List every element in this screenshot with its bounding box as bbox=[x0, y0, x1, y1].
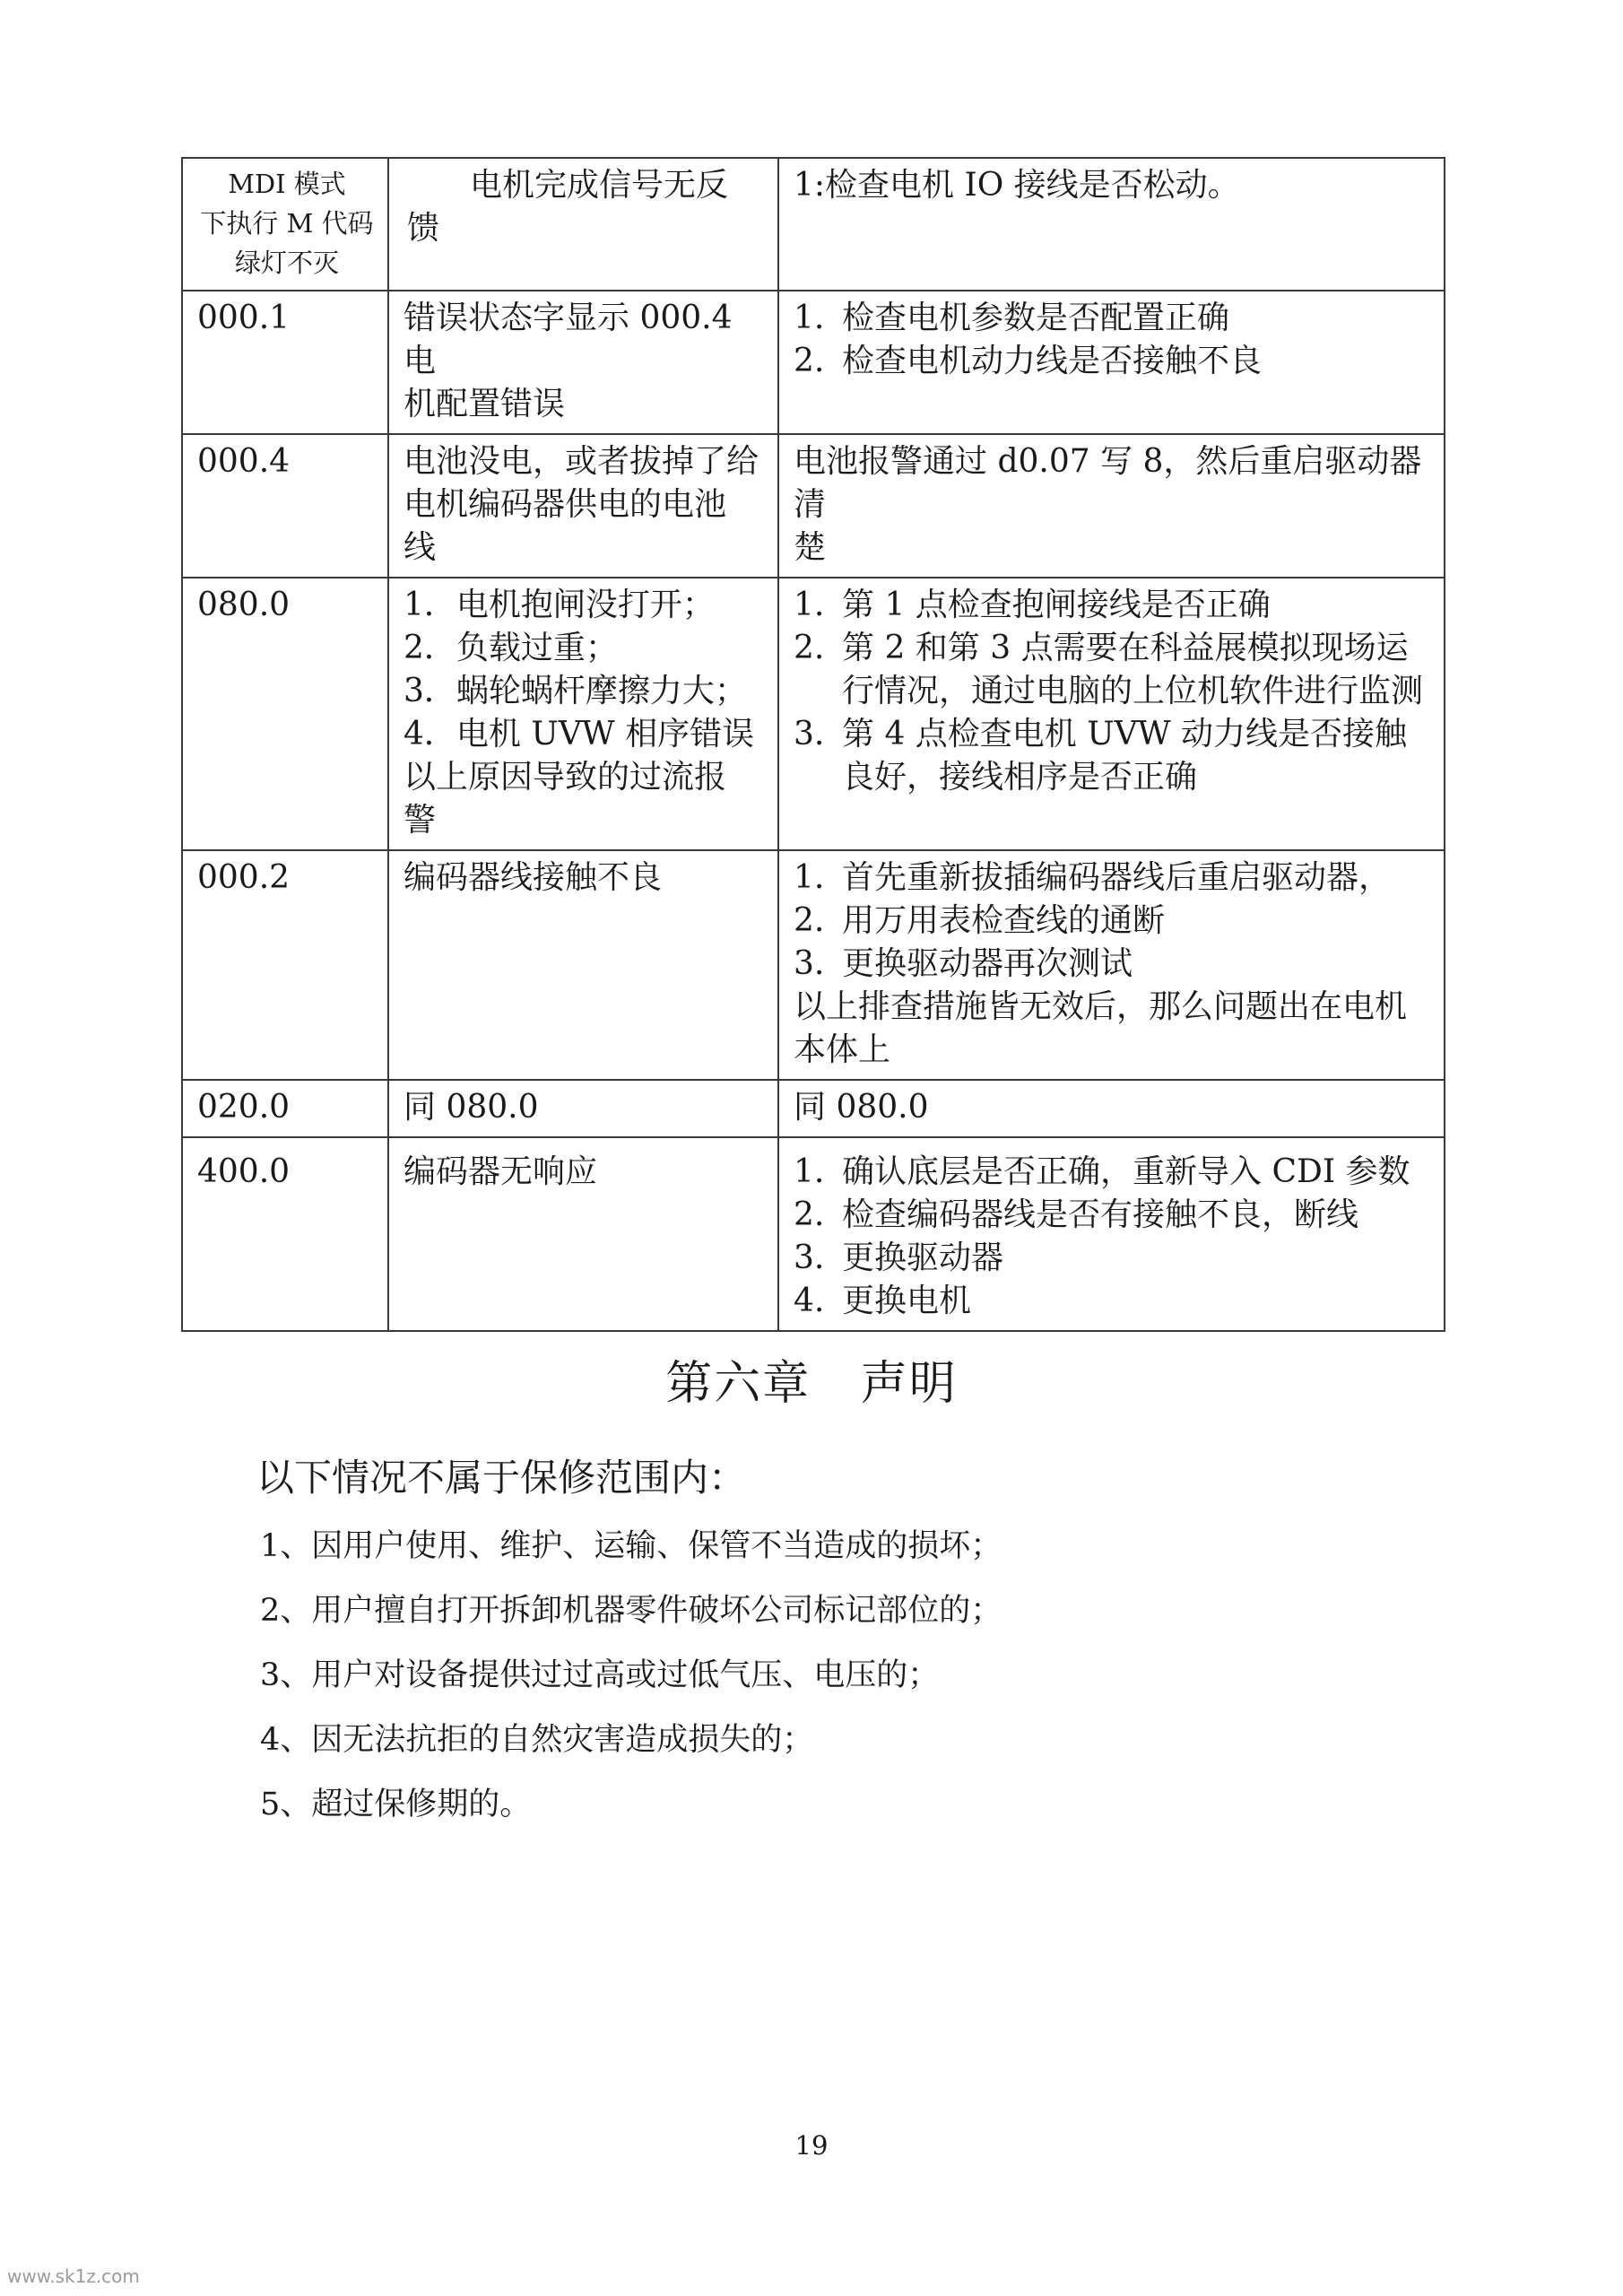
warranty-exclusion-list bbox=[260, 1525, 1002, 1848]
solution-item: 2. 检查编码器线是否有接触不良，断线 bbox=[794, 1196, 1359, 1233]
fault-solution-cell: 1:检查电机 IO 接线是否松动。 bbox=[778, 158, 1445, 291]
table-row bbox=[182, 434, 1445, 578]
table-row bbox=[182, 1080, 1445, 1137]
fault-cause-cell: 错误状态字显示 000.4 电 机配置错误 bbox=[388, 291, 778, 434]
fault-cause-cell: 编码器线接触不良 bbox=[388, 850, 778, 1080]
fault-solution-cell: 电池报警通过 d0.07 写 8，然后重启驱动器清 楚 bbox=[778, 434, 1445, 578]
section-heading: 以下情况不属于保修范围内： bbox=[256, 1456, 747, 1500]
fault-cause-cell: 编码器无响应 bbox=[388, 1137, 778, 1331]
solution-item: 3. 第 4 点检查电机 UVW 动力线是否接触良好，接线相序是否正确 bbox=[794, 716, 1408, 796]
table-row bbox=[182, 158, 1445, 291]
solution-item: 1. 检查电机参数是否配置正确 bbox=[794, 300, 1230, 336]
list-item: 1、因用户使用、维护、运输、保管不当造成的损坏； bbox=[260, 1528, 1002, 1564]
fault-code-cell: 000.2 bbox=[182, 850, 388, 1080]
fault-solution-cell bbox=[778, 291, 1445, 434]
solution-item: 2. 用万用表检查线的通断 bbox=[794, 902, 1166, 939]
fault-solution-cell bbox=[778, 578, 1445, 850]
fault-cause-cell: 同 080.0 bbox=[388, 1080, 778, 1137]
fault-code-cell: 400.0 bbox=[182, 1137, 388, 1331]
table-row bbox=[182, 291, 1445, 434]
fault-cause-cell: 电池没电，或者拔掉了给 电机编码器供电的电池 线 bbox=[388, 434, 778, 578]
table-row bbox=[182, 1137, 1445, 1331]
fault-cause-cell: 电机完成信号无反 馈 bbox=[388, 158, 778, 291]
solution-item: 1. 确认底层是否正确，重新导入 CDI 参数 bbox=[794, 1153, 1410, 1190]
list-item: 2、用户擅自打开拆卸机器零件破坏公司标记部位的； bbox=[260, 1593, 1002, 1629]
fault-code-cell: 020.0 bbox=[182, 1080, 388, 1137]
list-item: 3、用户对设备提供过过高或过低气压、电压的； bbox=[260, 1657, 940, 1693]
fault-table bbox=[181, 157, 1445, 1332]
solution-item: 3. 更换驱动器 bbox=[794, 1239, 1004, 1276]
solution-item: 1. 第 1 点检查抱闸接线是否正确 bbox=[794, 587, 1271, 623]
table-row bbox=[182, 850, 1445, 1080]
fault-code-cell: 000.1 bbox=[182, 291, 388, 434]
fault-solution-cell: 1. 首先重新拔插编码器线后重启驱动器， 2. 用万用表检查线的通断 3. 更换驱动器再次测试 以上排查措施皆无效后，那么问题出在电机 本体上 bbox=[778, 850, 1445, 1080]
solution-item: 2. 检查电机动力线是否接触不良 bbox=[794, 343, 1263, 379]
solution-item: 1. 首先重新拔插编码器线后重启驱动器， bbox=[794, 859, 1392, 896]
page-number: 19 bbox=[794, 2130, 829, 2161]
fault-solution-cell: 同 080.0 bbox=[778, 1080, 1445, 1137]
fault-code-cell: 000.4 bbox=[182, 434, 388, 578]
fault-cause-cell: 1．电机抱闸没打开； 2．负载过重； 3．蜗轮蜗杆摩擦力大； 4．电机 UVW 相序错误 以上原因导致的过流报 警 bbox=[388, 578, 778, 850]
table-row bbox=[182, 578, 1445, 850]
fault-solution-cell bbox=[778, 1137, 1445, 1331]
solution-item: 4. 更换电机 bbox=[794, 1283, 972, 1319]
list-item: 4、因无法抗拒的自然灾害造成损失的； bbox=[260, 1722, 814, 1758]
list-item: 5、超过保修期的。 bbox=[260, 1787, 532, 1822]
chapter-title: 第六章 声明 bbox=[665, 1357, 958, 1411]
watermark: www.sk1z.com bbox=[7, 2266, 140, 2287]
fault-code-cell: MDI 模式 下执行 M 代码 绿灯不灭 bbox=[182, 158, 388, 291]
fault-code-cell: 080.0 bbox=[182, 578, 388, 850]
solution-item: 3. 更换驱动器再次测试 bbox=[794, 945, 1133, 982]
solution-item: 2. 第 2 和第 3 点需要在科益展模拟现场运行情况，通过电脑的上位机软件进行监测 bbox=[794, 630, 1424, 709]
